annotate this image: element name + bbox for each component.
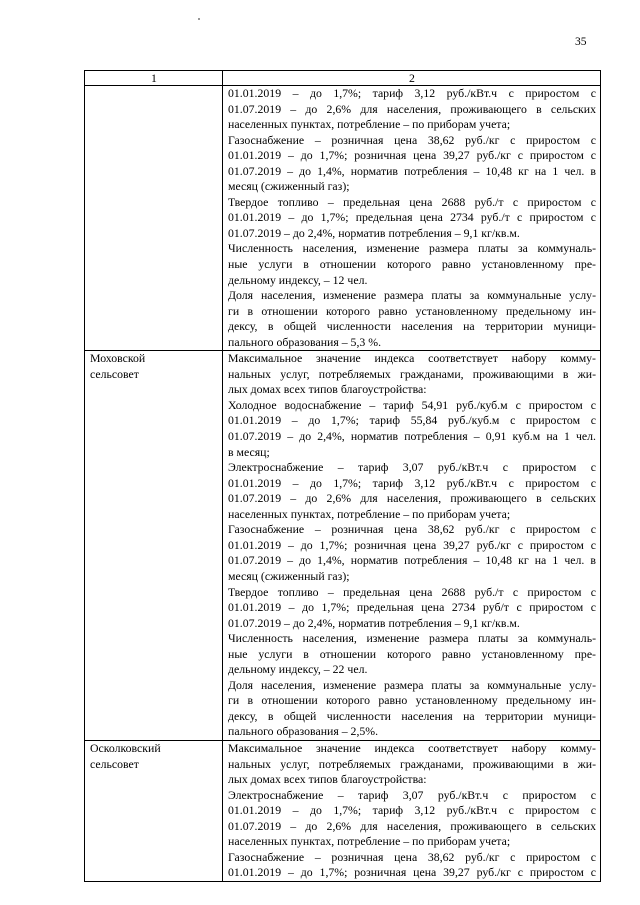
description-cell	[223, 86, 601, 351]
description-line: 01.01.2019 – до 1,7%; розничная цена 39,27 руб./кг с приростом с	[228, 148, 596, 163]
description-line: дельному индексу, – 22 чел.	[228, 662, 368, 677]
description-line: Газоснабжение – розничная цена 38,62 руб./кг с приростом с	[228, 849, 596, 864]
description-line: пального образования – 2,5%.	[228, 724, 379, 739]
description-line: 01.07.2019 – до 2,6% для населения, проживающего в сельских	[228, 818, 596, 833]
table-row	[85, 740, 601, 881]
description-line: Доля населения, изменение размера платы за коммунальные услу-	[228, 677, 596, 692]
description-line: населенных пунктах, потребление – по приборам учета;	[228, 834, 511, 849]
column-header-1: 1	[85, 71, 223, 86]
description-line: 01.07.2019 – до 2,4%, норматив потребления – 9,1 кг/кв.м.	[228, 225, 520, 240]
description-line: 01.01.2019 – до 1,7%; тариф 55,84 руб./куб.м с приростом с	[228, 413, 596, 428]
description-line: Газоснабжение – розничная цена 38,62 руб./кг с приростом с	[228, 132, 596, 147]
municipality-cell	[85, 351, 223, 741]
description-line: Электроснабжение – тариф 3,07 руб./кВт.ч с приростом с	[228, 460, 596, 475]
description-line: 01.01.2019 – до 1,7%; тариф 3,12 руб./кВт.ч с приростом с	[228, 475, 596, 490]
description-line: 01.07.2019 – до 1,4%, норматив потребления – 10,48 кг на 1 чел. в	[228, 553, 596, 568]
description-line: в месяц;	[228, 444, 270, 459]
table-row	[85, 86, 601, 351]
municipality-name-line: сельсовет	[90, 366, 139, 381]
description-line: населенных пунктах, потребление – по приборам учета;	[228, 117, 511, 132]
description-line: Холодное водоснабжение – тариф 54,91 руб./куб.м с приростом с	[228, 397, 596, 412]
table-row	[85, 351, 601, 741]
description-line: Газоснабжение – розничная цена 38,62 руб./кг с приростом с	[228, 522, 596, 537]
description-line: Максимальное значение индекса соответствует набору комму-	[228, 351, 596, 366]
description-line: 01.07.2019 – до 1,4%, норматив потребления – 10,48 кг на 1 чел. в	[228, 163, 596, 178]
description-line: Численность населения, изменение размера платы за коммуналь-	[228, 241, 596, 256]
description-line: месяц (сжиженный газ);	[228, 179, 350, 194]
description-line: нальных услуг, потребляемых гражданами, проживающими в жи-	[228, 366, 596, 381]
description-line: Численность населения, изменение размера платы за коммуналь-	[228, 631, 596, 646]
description-line: лых домах всех типов благоустройства:	[228, 382, 427, 397]
description-line: ные услуги в отношении которого равно установленному пре-	[228, 257, 596, 272]
description-line: месяц (сжиженный газ);	[228, 568, 350, 583]
description-line: Максимальное значение индекса соответствует набору комму-	[228, 740, 596, 755]
description-line: дексу, в общей численности населения на территории муници-	[228, 319, 596, 334]
description-line: 01.01.2019 – до 1,7%; розничная цена 39,27 руб./кг с приростом с	[228, 865, 596, 880]
municipality-name-line: сельсовет	[90, 756, 139, 771]
tariff-table	[84, 70, 601, 882]
description-line: 01.01.2019 – до 1,7%; предельная цена 2734 руб./т с приростом с	[228, 210, 596, 225]
scan-speck	[198, 18, 200, 20]
description-line: Электроснабжение – тариф 3,07 руб./кВт.ч с приростом с	[228, 787, 596, 802]
description-line: населенных пунктах, потребление – по приборам учета;	[228, 506, 511, 521]
description-line: Доля населения, изменение размера платы за коммунальные услу-	[228, 288, 596, 303]
description-cell	[223, 351, 601, 741]
description-line: 01.01.2019 – до 1,7%; розничная цена 39,27 руб./кг с приростом с	[228, 537, 596, 552]
description-line: пального образования – 5,3 %.	[228, 334, 382, 349]
description-line: 01.07.2019 – до 2,6% для населения, проживающего в сельских	[228, 101, 596, 116]
description-line: 01.01.2019 – до 1,7%; тариф 3,12 руб./кВт.ч с приростом с	[228, 86, 596, 100]
description-line: 01.01.2019 – до 1,7%; предельная цена 2734 руб/т с приростом с	[228, 600, 596, 615]
municipality-cell	[85, 740, 223, 881]
description-line: Твердое топливо – предельная цена 2688 руб./т с приростом с	[228, 584, 596, 599]
description-line: 01.07.2019 – до 2,6% для населения, проживающего в сельских	[228, 491, 596, 506]
description-line: 01.07.2019 – до 2,4%, норматив потребления – 9,1 кг/кв.м.	[228, 615, 520, 630]
municipality-cell	[85, 86, 223, 351]
description-line: ги в отношении которого равно установленному предельному ин-	[228, 693, 596, 708]
municipality-name-line: Осколковский	[90, 740, 161, 755]
description-line: Твердое топливо – предельная цена 2688 руб./т с приростом с	[228, 194, 596, 209]
description-line: лых домах всех типов благоустройства:	[228, 772, 427, 787]
description-line: нальных услуг, потребляемых гражданами, проживающими в жи-	[228, 756, 596, 771]
table-header-row	[85, 71, 601, 86]
page-number: 35	[575, 36, 587, 48]
description-line: 01.07.2019 – до 2,4%, норматив потребления – 0,91 куб.м на 1 чел.	[228, 429, 596, 444]
description-line: дельному индексу, – 12 чел.	[228, 272, 368, 287]
description-line: 01.01.2019 – до 1,7%; тариф 3,12 руб./кВт.ч с приростом с	[228, 803, 596, 818]
municipality-name-line: Моховской	[90, 351, 146, 366]
description-line: ные услуги в отношении которого равно установленному пре-	[228, 646, 596, 661]
description-line: дексу, в общей численности населения на территории муници-	[228, 708, 596, 723]
description-line: ги в отношении которого равно установленному предельному ин-	[228, 303, 596, 318]
column-header-2: 2	[223, 71, 601, 86]
description-cell	[223, 740, 601, 881]
